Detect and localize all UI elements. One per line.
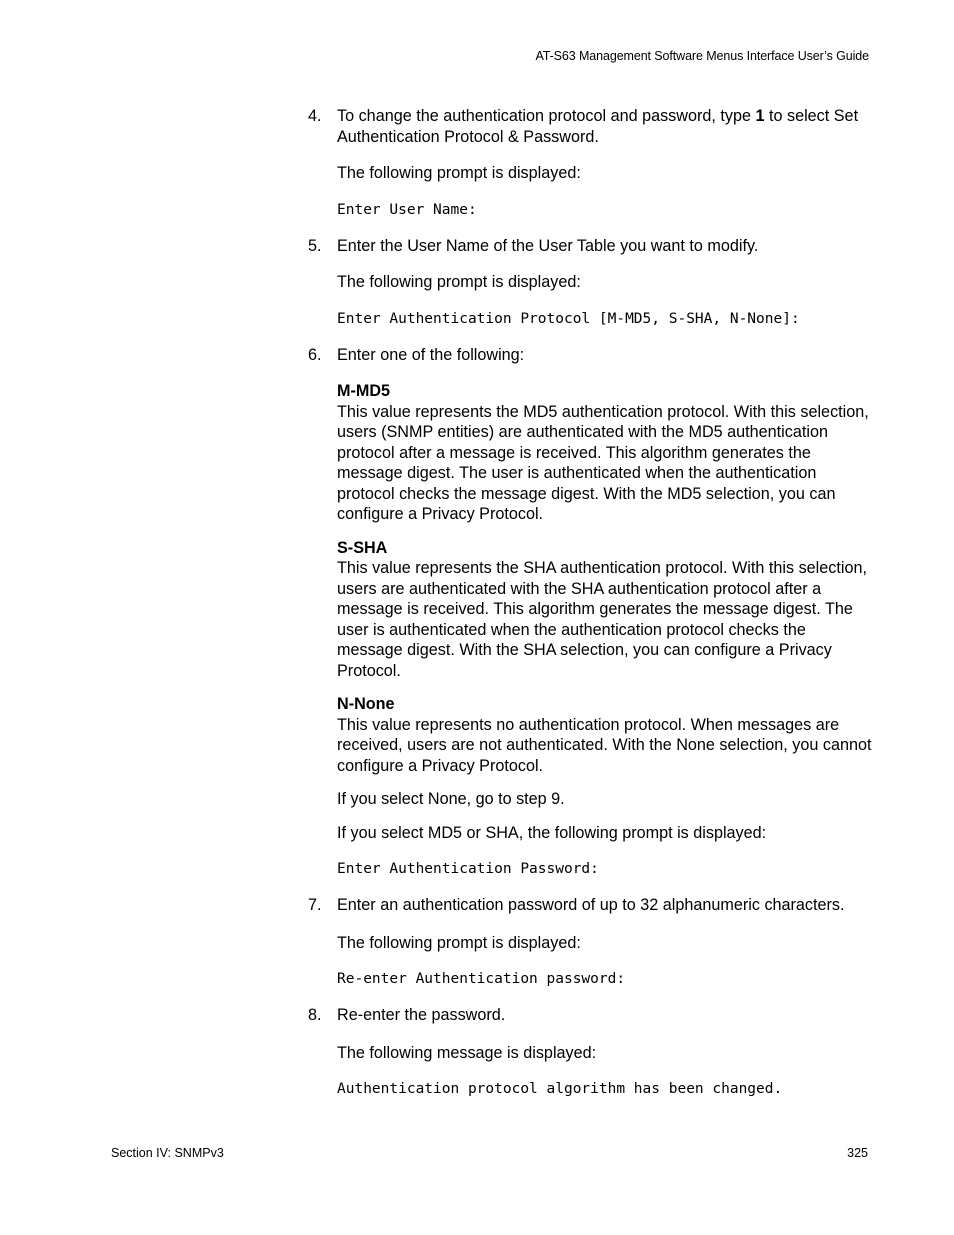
prompt-code: Enter User Name: xyxy=(337,201,477,218)
option-desc-sha: This value represents the SHA authentication protocol. With this selection, users are authenticated with the SHA authentication protocol after a message is received. This algorithm generates the message digest. The user is authenticated when the authentication protocol checks the message digest. With the SHA selection, you can configure a Privacy Protocol. xyxy=(337,559,867,680)
option-term-none: N-None xyxy=(337,695,395,713)
step-number: 7. xyxy=(308,896,322,914)
step-text: Re-enter the password. xyxy=(337,1006,506,1024)
option-term-md5: M-MD5 xyxy=(337,382,391,400)
note-none: If you select None, go to step 9. xyxy=(337,790,565,808)
option-desc-md5: This value represents the MD5 authentication protocol. With this selection, users (SNMP entities) are authenticated with the MD5 authentication protocol after a message is received. This algorithm generates the message digest. The user is authenticated when the authentication protocol checks the message digest. With the MD5 selection, you can configure a Privacy Protocol. xyxy=(337,402,869,523)
procedure-steps xyxy=(308,106,873,1099)
option-term-sha: S-SHA xyxy=(337,538,388,557)
step-text xyxy=(337,106,873,147)
note-md5-sha: If you select MD5 or SHA, the following prompt is displayed: xyxy=(337,823,767,842)
step-4 xyxy=(308,106,873,220)
prompt-intro: The following prompt is displayed: xyxy=(337,933,581,952)
step-text: Enter one of the following: xyxy=(337,345,525,364)
step-number: 6. xyxy=(308,345,322,364)
prompt-intro: The following prompt is displayed: xyxy=(337,164,581,182)
step-6 xyxy=(308,345,873,880)
prompt-intro: The following prompt is displayed: xyxy=(337,273,581,291)
page-number: 325 xyxy=(847,1146,868,1160)
step-text: Enter an authentication password of up to 32 alphanumeric characters. xyxy=(337,896,845,914)
prompt-code: Re-enter Authentication password: xyxy=(337,971,626,987)
step-number: 5. xyxy=(308,236,322,255)
step-5 xyxy=(308,236,873,329)
menu-choice-bold: 1 xyxy=(755,107,765,125)
step-8 xyxy=(308,1005,873,1099)
prompt-intro: The following message is displayed: xyxy=(337,1043,597,1062)
step-7 xyxy=(308,895,873,989)
option-desc-none: This value represents no authentication protocol. When messages are received, users are not authenticated. With the None selection, you cannot configure a Privacy Protocol. xyxy=(337,715,872,775)
running-header: AT-S63 Management Software Menus Interface User’s Guide xyxy=(535,49,869,63)
prompt-code: Enter Authentication Password: xyxy=(337,861,599,877)
prompt-code: Enter Authentication Protocol [M-MD5, S-SHA, N-None]: xyxy=(337,310,800,327)
step-number: 8. xyxy=(308,1006,322,1024)
step-number: 4. xyxy=(308,107,322,125)
step-text: Enter the User Name of the User Table you want to modify. xyxy=(337,236,759,255)
prompt-code: Authentication protocol algorithm has been changed. xyxy=(337,1081,783,1097)
step-text-start: To change the authentication protocol and password, type xyxy=(337,107,756,125)
step-text-end: to select Set Authentication Protocol & Password. xyxy=(337,107,859,146)
footer-section: Section IV: SNMPv3 xyxy=(111,1146,224,1160)
